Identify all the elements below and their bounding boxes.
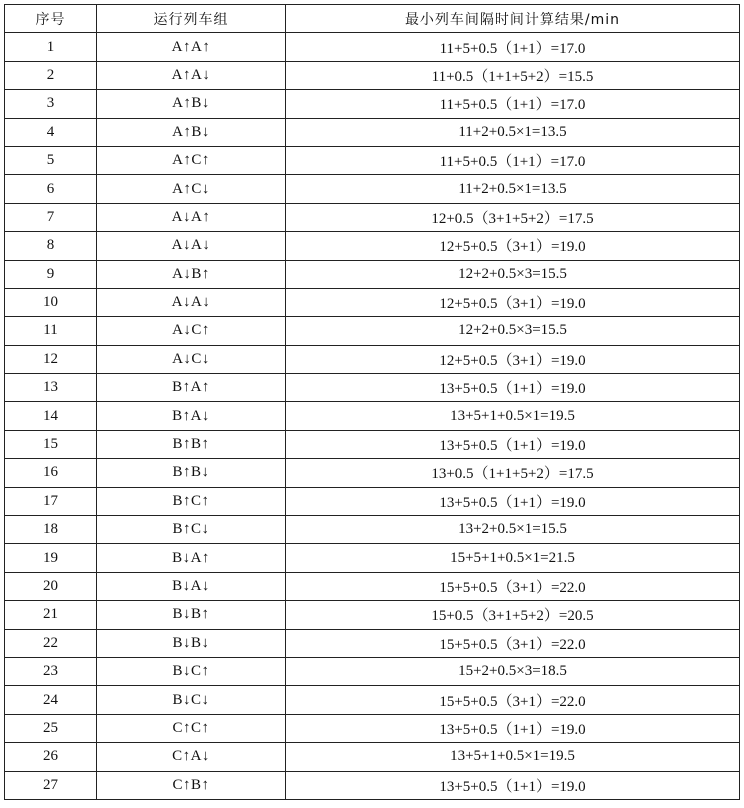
header-calculation-result: 最小列车间隔时间计算结果/min	[286, 5, 740, 33]
cell-serial-number: 9	[5, 260, 97, 288]
table-row	[5, 714, 740, 742]
cell-serial-number: 5	[5, 146, 97, 174]
table-row	[5, 516, 740, 544]
table-row	[5, 317, 740, 345]
cell-serial-number: 10	[5, 288, 97, 316]
cell-calculation: 13+5+1+0.5×1=19.5	[286, 402, 740, 430]
cell-calculation: 13+5+0.5（1+1）=19.0	[286, 487, 740, 515]
cell-train-group: B↓C↑	[97, 657, 286, 685]
cell-serial-number: 21	[5, 601, 97, 629]
cell-train-group: A↓B↑	[97, 260, 286, 288]
table-row	[5, 487, 740, 515]
cell-serial-number: 12	[5, 345, 97, 373]
cell-calculation: 13+5+0.5（1+1）=19.0	[286, 430, 740, 458]
cell-calculation: 15+2+0.5×3=18.5	[286, 657, 740, 685]
cell-calculation: 15+5+1+0.5×1=21.5	[286, 544, 740, 572]
cell-calculation: 13+5+0.5（1+1）=19.0	[286, 714, 740, 742]
cell-calculation: 11+5+0.5（1+1）=17.0	[286, 33, 740, 61]
cell-calculation: 11+2+0.5×1=13.5	[286, 118, 740, 146]
table-row	[5, 686, 740, 714]
table-row	[5, 146, 740, 174]
cell-calculation: 13+5+0.5（1+1）=19.0	[286, 771, 740, 799]
document-page	[4, 4, 740, 800]
table-row	[5, 33, 740, 61]
cell-train-group: A↓A↑	[97, 203, 286, 231]
cell-train-group: A↑B↓	[97, 90, 286, 118]
header-serial-number: 序号	[5, 5, 97, 33]
cell-train-group: C↑C↑	[97, 714, 286, 742]
cell-serial-number: 17	[5, 487, 97, 515]
table-row	[5, 260, 740, 288]
table-header	[5, 5, 740, 33]
cell-train-group: C↑B↑	[97, 771, 286, 799]
cell-train-group: A↑B↓	[97, 118, 286, 146]
cell-serial-number: 25	[5, 714, 97, 742]
cell-calculation: 13+5+1+0.5×1=19.5	[286, 743, 740, 771]
cell-serial-number: 6	[5, 175, 97, 203]
table-row	[5, 118, 740, 146]
cell-serial-number: 3	[5, 90, 97, 118]
cell-train-group: A↑C↑	[97, 146, 286, 174]
cell-serial-number: 20	[5, 572, 97, 600]
cell-train-group: B↓A↑	[97, 544, 286, 572]
header-row	[5, 5, 740, 33]
table-row	[5, 402, 740, 430]
table-row	[5, 345, 740, 373]
table-row	[5, 430, 740, 458]
cell-train-group: B↓B↑	[97, 601, 286, 629]
cell-calculation: 12+5+0.5（3+1）=19.0	[286, 345, 740, 373]
cell-train-group: B↓B↓	[97, 629, 286, 657]
cell-serial-number: 8	[5, 232, 97, 260]
table-row	[5, 288, 740, 316]
cell-serial-number: 24	[5, 686, 97, 714]
table-row	[5, 203, 740, 231]
cell-calculation: 12+2+0.5×3=15.5	[286, 317, 740, 345]
table-row	[5, 61, 740, 89]
table-row	[5, 743, 740, 771]
cell-train-group: A↑C↓	[97, 175, 286, 203]
table-body	[5, 33, 740, 800]
table-row	[5, 657, 740, 685]
cell-serial-number: 26	[5, 743, 97, 771]
cell-train-group: A↓C↓	[97, 345, 286, 373]
cell-serial-number: 19	[5, 544, 97, 572]
cell-calculation: 13+5+0.5（1+1）=19.0	[286, 374, 740, 402]
cell-serial-number: 14	[5, 402, 97, 430]
cell-serial-number: 22	[5, 629, 97, 657]
table-row	[5, 601, 740, 629]
cell-calculation: 13+0.5（1+1+5+2）=17.5	[286, 459, 740, 487]
table-row	[5, 90, 740, 118]
table-row	[5, 572, 740, 600]
cell-calculation: 15+5+0.5（3+1）=22.0	[286, 686, 740, 714]
cell-train-group: A↓A↓	[97, 288, 286, 316]
cell-train-group: C↑A↓	[97, 743, 286, 771]
cell-calculation: 11+2+0.5×1=13.5	[286, 175, 740, 203]
cell-calculation: 11+0.5（1+1+5+2）=15.5	[286, 61, 740, 89]
cell-serial-number: 27	[5, 771, 97, 799]
table-row	[5, 175, 740, 203]
cell-train-group: A↑A↑	[97, 33, 286, 61]
cell-calculation: 11+5+0.5（1+1）=17.0	[286, 90, 740, 118]
cell-calculation: 15+0.5（3+1+5+2）=20.5	[286, 601, 740, 629]
cell-calculation: 12+0.5（3+1+5+2）=17.5	[286, 203, 740, 231]
cell-calculation: 13+2+0.5×1=15.5	[286, 516, 740, 544]
cell-serial-number: 1	[5, 33, 97, 61]
table-row	[5, 629, 740, 657]
cell-train-group: B↓A↓	[97, 572, 286, 600]
table-row	[5, 459, 740, 487]
table-row	[5, 374, 740, 402]
cell-train-group: B↑A↑	[97, 374, 286, 402]
cell-train-group: B↑C↓	[97, 516, 286, 544]
cell-train-group: B↑C↑	[97, 487, 286, 515]
cell-serial-number: 15	[5, 430, 97, 458]
cell-calculation: 12+5+0.5（3+1）=19.0	[286, 232, 740, 260]
cell-calculation: 12+2+0.5×3=15.5	[286, 260, 740, 288]
cell-serial-number: 7	[5, 203, 97, 231]
cell-calculation: 15+5+0.5（3+1）=22.0	[286, 629, 740, 657]
cell-train-group: B↑B↓	[97, 459, 286, 487]
cell-serial-number: 2	[5, 61, 97, 89]
cell-train-group: B↓C↓	[97, 686, 286, 714]
cell-train-group: B↑A↓	[97, 402, 286, 430]
cell-train-group: B↑B↑	[97, 430, 286, 458]
cell-serial-number: 18	[5, 516, 97, 544]
cell-train-group: A↑A↓	[97, 61, 286, 89]
table-row	[5, 771, 740, 799]
table-row	[5, 232, 740, 260]
cell-serial-number: 11	[5, 317, 97, 345]
cell-train-group: A↓C↑	[97, 317, 286, 345]
cell-serial-number: 16	[5, 459, 97, 487]
table-row	[5, 544, 740, 572]
header-train-group: 运行列车组	[97, 5, 286, 33]
cell-calculation: 15+5+0.5（3+1）=22.0	[286, 572, 740, 600]
cell-serial-number: 4	[5, 118, 97, 146]
cell-calculation: 12+5+0.5（3+1）=19.0	[286, 288, 740, 316]
cell-serial-number: 23	[5, 657, 97, 685]
cell-serial-number: 13	[5, 374, 97, 402]
cell-calculation: 11+5+0.5（1+1）=17.0	[286, 146, 740, 174]
cell-train-group: A↓A↓	[97, 232, 286, 260]
interval-table	[4, 4, 740, 800]
